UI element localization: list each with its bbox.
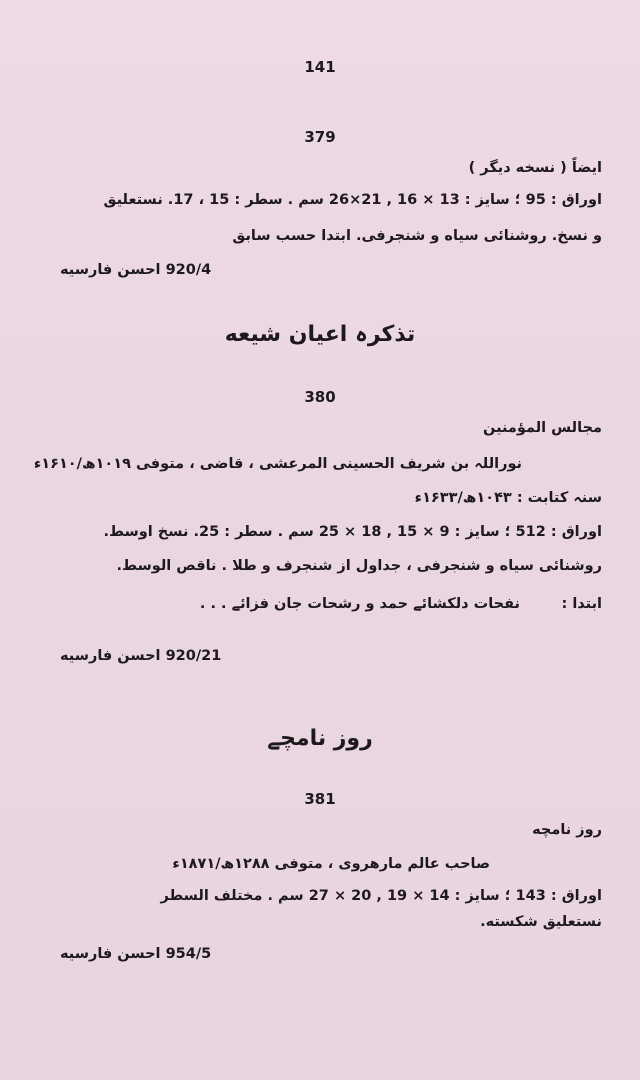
catalog-reference: 920/4 احسن فارسیه <box>60 262 212 278</box>
entry-description-line: اوراق : 143 ؛ سایز : 14 ⨯ 19 , 20 ⨯ 27 سم . مختلف السطر <box>160 888 602 904</box>
entry-title: مجالس المؤمنین <box>483 420 602 436</box>
entry-description-line: و نسخ. روشنائی سیاه و شنجرفی. ابتدا حسب سابق <box>232 228 602 244</box>
entry-description-line: روشنائی سیاه و شنجرفی ، جداول از شنجرف و طلا . ناقص الوسط. <box>116 558 602 574</box>
entry-author: صاحب عالم مارهروی ، متوفی ۱۲۸۸ھ/۱۸۷۱ء <box>172 856 490 872</box>
catalog-reference: 954/5 احسن فارسیه <box>60 946 212 962</box>
entry-number: 379 <box>304 128 336 146</box>
beginning-text: نفحات دلکشائے حمد و رشحات جان فزائے . . . <box>199 596 520 612</box>
entry-title: ایضاً ( نسخه دیگر ) <box>468 160 602 176</box>
entry-copy-date: سنہ کتابت : ۱۰۴۳ھ/۱۶۳۳ء <box>414 490 602 506</box>
entry-description-line: اوراق : 512 ؛ سایز : 9 ⨯ 15 , 18 ⨯ 25 سم . سطر : 25. نسخ اوسط. <box>103 524 602 540</box>
catalog-reference: 920/21 احسن فارسیه <box>60 648 222 664</box>
entry-description-line: اوراق : 95 ؛ سایز : 13 ⨯ 16 , 21⨯26 سم . سطر : 15 ، 17. نستعلیق <box>103 192 602 208</box>
beginning-label: ابتدا : <box>561 596 602 612</box>
entry-title: روز نامچه <box>532 822 602 838</box>
section-heading: تذکرہ اعیان شیعه <box>224 322 416 347</box>
section-heading: روز نامچے <box>267 726 373 751</box>
entry-number: 380 <box>304 388 336 406</box>
entry-number: 381 <box>304 790 336 808</box>
entry-description-line: نستعلیق شکسته. <box>480 914 602 930</box>
entry-author: نوراللہ بن شریف الحسینی المرعشی ، قاضی ، متوفی ۱۰۱۹ھ/۱۶۱۰ء <box>33 456 522 472</box>
page-number: 141 <box>304 58 336 76</box>
